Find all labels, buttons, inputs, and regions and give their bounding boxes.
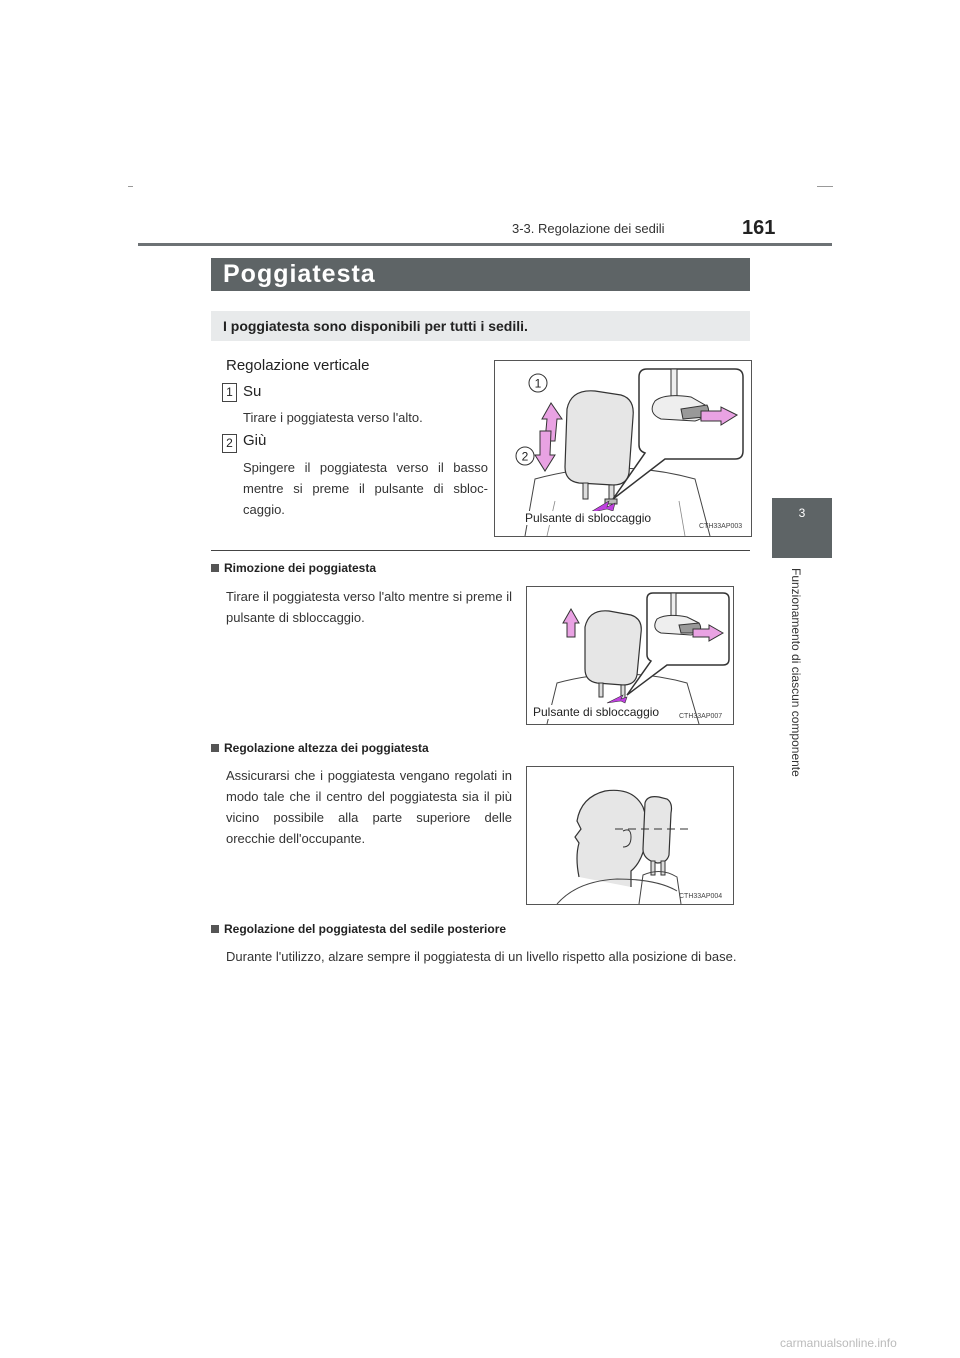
step-1-title: Su — [243, 383, 262, 400]
release-button-label: Pulsante di sbloccaggio — [525, 511, 652, 525]
intro-text: I poggiatesta sono disponibili per tutti i sedili. — [223, 318, 528, 334]
intro-banner — [211, 311, 750, 341]
figure-code-3: CTH33AP004 — [679, 893, 723, 900]
section-heading-height — [211, 741, 429, 755]
step-1-text: Tirare i poggiatesta verso l'alto. — [243, 410, 423, 425]
bullet-square — [211, 564, 219, 572]
header-rule — [138, 243, 832, 246]
section-rear-text: Durante l'utilizzo, alzare sempre il poggiatesta di un livello rispetto alla posizione di base. — [226, 949, 737, 964]
crop-mark — [128, 186, 133, 187]
chapter-number: 3 — [798, 506, 806, 520]
figure-vertical-adjustment — [494, 360, 752, 537]
head-height-illustration — [527, 767, 733, 904]
figure-removal — [526, 586, 734, 725]
page-title — [211, 258, 750, 291]
section-heading-rear — [211, 922, 506, 936]
figure-marker-2: 2 — [521, 449, 529, 464]
section-removal-text: Tirare il poggiatesta verso l'alto mentre si preme il pulsante di sbloccaggio. — [226, 589, 512, 625]
figure-code: CTH33AP003 — [699, 523, 743, 530]
step-2-title: Giù — [243, 432, 267, 449]
section-divider — [211, 550, 750, 551]
bullet-square — [211, 925, 219, 933]
chapter-title: Funzionamento di ciascun componente — [789, 568, 803, 777]
page-number: 161 — [742, 217, 776, 239]
figure-height — [526, 766, 734, 905]
chapter-tab — [772, 498, 832, 558]
headrest-removal-illustration — [527, 587, 733, 724]
watermark: carmanualsonline.info — [780, 1336, 897, 1350]
figure-code-2: CTH33AP007 — [679, 713, 723, 720]
vertical-adjustment-title: Regolazione verticale — [226, 357, 370, 374]
release-button-label-2: Pulsante di sbloccaggio — [533, 705, 660, 719]
step-1-badge: 1 — [222, 383, 237, 402]
section-heading-height-text: Regolazione altezza dei poggiatesta — [224, 741, 429, 755]
crop-mark — [817, 186, 833, 187]
headrest-illustration — [495, 361, 751, 536]
section-height-text: Assicurarsi che i poggiatesta vengano regolati in modo tale che il centro del poggiatesta sia il più vicino possibile alla parte superiore delle orecchie dell'occupante. — [226, 768, 512, 846]
section-heading-rear-text: Regolazione del poggiatesta del sedile posteriore — [224, 922, 507, 936]
bullet-square — [211, 744, 219, 752]
header-section-title: 3-3. Regolazione dei sedili — [512, 221, 665, 236]
section-heading-removal-text: Rimozione dei poggiatesta — [224, 561, 377, 575]
step-2-badge: 2 — [222, 434, 237, 453]
page-title-text: Poggiatesta — [223, 260, 376, 288]
step-2-text: Spingere il poggiatesta verso il basso mentre si preme il pulsante di sbloc-caggio. — [243, 460, 488, 517]
figure-marker-1: 1 — [534, 376, 542, 391]
section-heading-removal — [211, 561, 376, 575]
